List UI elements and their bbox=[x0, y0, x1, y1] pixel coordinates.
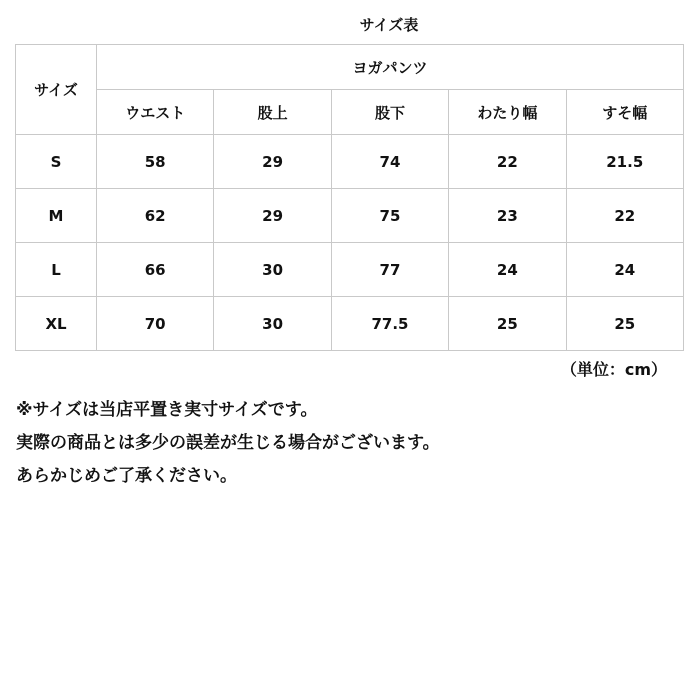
table-cell: 66 bbox=[97, 243, 214, 297]
table-cell: 22 bbox=[566, 189, 683, 243]
column-header-inseam: 股下 bbox=[331, 90, 448, 135]
table-cell: 24 bbox=[449, 243, 566, 297]
chart-title: サイズ表 bbox=[359, 16, 419, 34]
note-line: ※サイズは当店平置き実寸サイズです。 bbox=[16, 400, 318, 420]
table-cell: 77 bbox=[331, 243, 448, 297]
table-cell: 25 bbox=[449, 297, 566, 351]
column-header-hem-width: すそ幅 bbox=[566, 90, 683, 135]
size-label: M bbox=[16, 189, 97, 243]
table-cell: 77.5 bbox=[331, 297, 448, 351]
table-cell: 24 bbox=[566, 243, 683, 297]
note-line: 実際の商品とは多少の誤差が生じる場合がございます。 bbox=[16, 433, 440, 453]
table-row bbox=[16, 189, 684, 243]
unit-note: （単位：cm） bbox=[560, 360, 667, 379]
table-row bbox=[16, 297, 684, 351]
table-cell: 29 bbox=[214, 135, 331, 189]
table-cell: 25 bbox=[566, 297, 683, 351]
table-cell: 30 bbox=[214, 297, 331, 351]
table-header-row bbox=[16, 45, 684, 90]
table-row bbox=[16, 135, 684, 189]
column-header-waist: ウエスト bbox=[97, 90, 214, 135]
table-cell: 21.5 bbox=[566, 135, 683, 189]
table-cell: 29 bbox=[214, 189, 331, 243]
column-header-thigh-width: わたり幅 bbox=[449, 90, 566, 135]
size-label: XL bbox=[16, 297, 97, 351]
table-cell: 22 bbox=[449, 135, 566, 189]
product-name-header: ヨガパンツ bbox=[97, 45, 684, 90]
column-header-rise: 股上 bbox=[214, 90, 331, 135]
note-line: あらかじめご了承ください。 bbox=[16, 466, 237, 486]
size-column-header: サイズ bbox=[16, 45, 97, 135]
notes-block bbox=[16, 394, 440, 493]
table-cell: 74 bbox=[331, 135, 448, 189]
table-cell: 62 bbox=[97, 189, 214, 243]
table-cell: 75 bbox=[331, 189, 448, 243]
table-cell: 30 bbox=[214, 243, 331, 297]
size-table bbox=[15, 44, 684, 351]
table-row bbox=[16, 243, 684, 297]
size-label: L bbox=[16, 243, 97, 297]
table-cell: 23 bbox=[449, 189, 566, 243]
table-cell: 70 bbox=[97, 297, 214, 351]
size-label: S bbox=[16, 135, 97, 189]
table-cell: 58 bbox=[97, 135, 214, 189]
measurement-header-row bbox=[16, 90, 684, 135]
